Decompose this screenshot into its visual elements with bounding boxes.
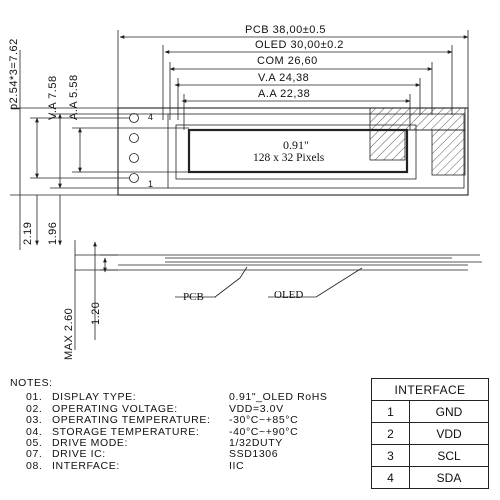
note-number: 07. (26, 448, 43, 461)
note-label: OPERATING TEMPERATURE: (52, 414, 211, 427)
pin-4-label: 4 (148, 112, 154, 122)
note-number: 01. (26, 391, 43, 404)
note-value: -40°C~+90°C (229, 425, 299, 438)
pin-signal-cell: SDA (410, 467, 489, 489)
note-value: 1/32DUTY (229, 437, 283, 450)
pin-signal-cell: GND (410, 401, 489, 423)
interface-table-title: INTERFACE (372, 379, 489, 401)
note-value: SSD1306 (229, 448, 279, 461)
va-width-dim: V.A 24,38 (258, 72, 310, 84)
dim-2-19: 2.19 (22, 221, 34, 245)
pin-number-cell: 4 (372, 467, 410, 489)
oled-width-dim: OLED 30,00±0.2 (255, 39, 344, 51)
note-row (10, 461, 328, 472)
display-resolution-label: 128 x 32 Pixels (253, 152, 325, 164)
note-number: 03. (26, 414, 43, 427)
note-number: 05. (26, 437, 43, 450)
display-size-label: 0.91" (283, 138, 309, 152)
va-height-dim: V.A 7.58 (47, 75, 59, 120)
note-row (10, 415, 328, 426)
note-value: VDD=3.0V (229, 402, 284, 415)
pcb-width-dim: PCB 38,00±0.5 (245, 24, 327, 36)
dim-1-96: 1.96 (47, 221, 59, 245)
side-pcb-label: PCB (183, 291, 204, 303)
table-row (372, 445, 489, 467)
interface-table (371, 378, 489, 489)
max-thickness-dim: MAX 2.60 (63, 307, 75, 360)
table-row (372, 467, 489, 489)
pin-number-cell: 1 (372, 401, 410, 423)
aa-height-dim: A.A 5.58 (68, 74, 80, 120)
note-label: DRIVE MODE: (52, 437, 129, 450)
note-number: 08. (26, 459, 43, 472)
note-label: STORAGE TEMPERATURE: (52, 425, 200, 438)
note-label: DRIVE IC: (52, 448, 106, 461)
pitch-dim: p2.54*3=7.62 (8, 38, 20, 110)
side-oled-label: OLED (274, 289, 304, 301)
pin-signal-cell: VDD (410, 423, 489, 445)
aa-width-dim: A.A 22,38 (258, 88, 311, 100)
note-value: -30°C~+85°C (229, 414, 299, 427)
table-row (372, 423, 489, 445)
note-label: OPERATING VOLTAGE: (52, 402, 178, 415)
table-row (372, 401, 489, 423)
note-label: INTERFACE: (52, 459, 120, 472)
note-label: DISPLAY TYPE: (52, 391, 137, 404)
pin-signal-cell: SCL (410, 445, 489, 467)
note-number: 04. (26, 425, 43, 438)
pin-1-label: 1 (148, 179, 154, 189)
notes-title: NOTES: (10, 377, 53, 389)
notes-block (10, 378, 328, 472)
note-number: 02. (26, 402, 43, 415)
note-value: IIC (229, 459, 245, 472)
note-value: 0.91"_OLED RoHS (229, 391, 328, 404)
dim-1-20: 1.20 (90, 301, 102, 325)
pin-number-cell: 2 (372, 423, 410, 445)
pin-number-cell: 3 (372, 445, 410, 467)
com-width-dim: COM 26,60 (257, 55, 318, 67)
